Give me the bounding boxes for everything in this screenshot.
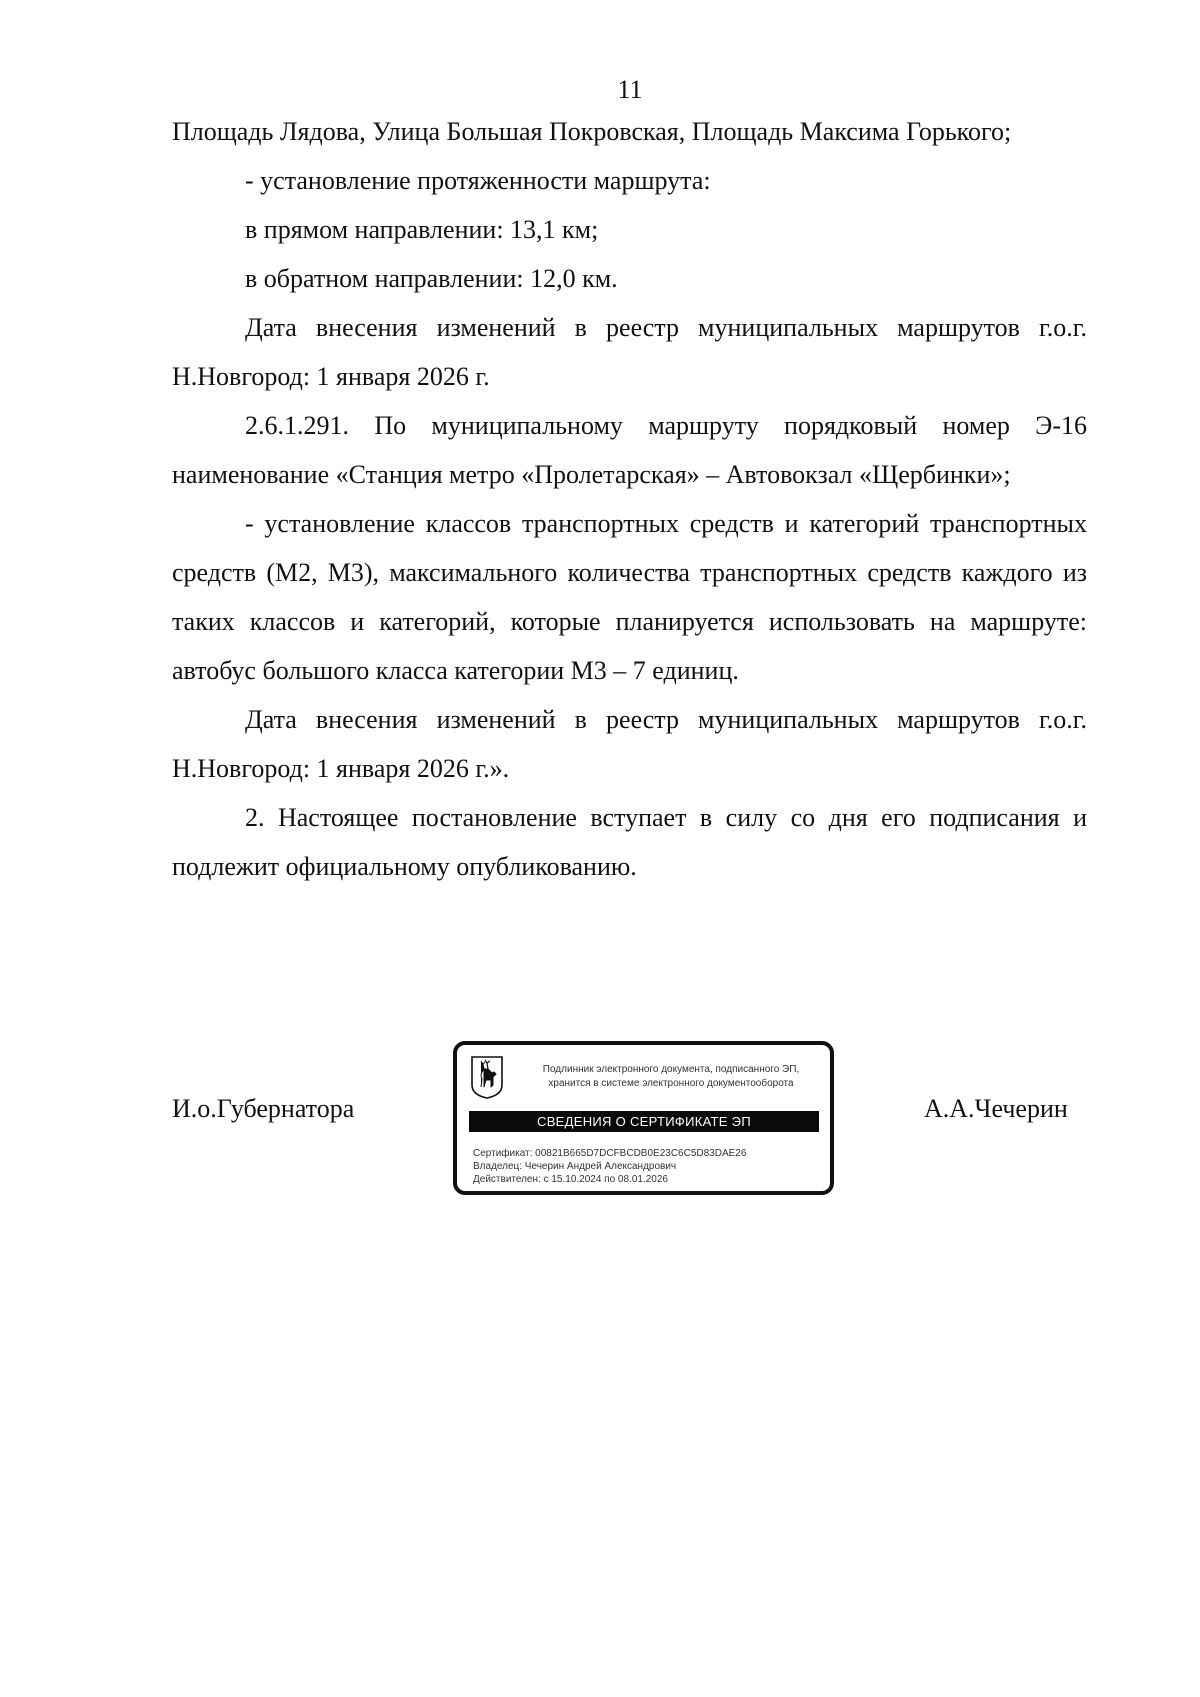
signatory-position: И.о.Губернатора <box>172 1094 355 1123</box>
stamp-details <box>473 1147 746 1186</box>
paragraph-4: в обратном направлении: 12,0 км. <box>245 264 618 293</box>
document-body <box>172 107 1087 891</box>
signatory-name: А.А.Чечерин <box>924 1094 1068 1123</box>
stamp-owner: Владелец: Чечерин Андрей Александрович <box>473 1161 677 1172</box>
paragraph-2: - установление протяженности маршрута: <box>245 166 711 195</box>
stamp-note <box>517 1063 825 1091</box>
paragraph-5: Дата внесения изменений в реестр муниципальных маршрутов г.о.г. Н.Новгород: 1 января 2026 г. <box>172 313 1087 391</box>
stamp-note-line-2: хранится в системе электронного документооборота <box>548 1078 794 1089</box>
paragraph-9: 2. Настоящее постановление вступает в силу со дня его подписания и подлежит официальному опубликованию. <box>172 803 1087 881</box>
paragraph-3: в прямом направлении: 13,1 км; <box>245 215 599 244</box>
paragraph-6: 2.6.1.291. По муниципальному маршруту порядковый номер Э-16 наименование «Станция метро «Пролетарская» – Автовокзал «Щербинки»; <box>172 411 1087 489</box>
stamp-certificate: Сертификат: 00821B665D7DCFBCDB0E23C6C5D83DAE26 <box>473 1148 747 1159</box>
stamp-note-line-1: Подлинник электронного документа, подписанного ЭП, <box>542 1064 800 1075</box>
paragraph-8: Дата внесения изменений в реестр муниципальных маршрутов г.о.г. Н.Новгород: 1 января 2026 г.». <box>172 705 1087 783</box>
paragraph-1: Площадь Лядова, Улица Большая Покровская, Площадь Максима Горького; <box>172 117 1012 146</box>
page-number: 11 <box>617 75 643 104</box>
stamp-validity: Действителен: с 15.10.2024 по 08.01.2026 <box>473 1174 668 1185</box>
deer-coat-of-arms-icon <box>470 1055 504 1099</box>
electronic-signature-stamp <box>453 1041 834 1195</box>
paragraph-7: - установление классов транспортных средств и категорий транспортных средств (М2, М3), максимального количества транспортных средств каждого из таких классов и категорий, которые планируется использовать на маршруте: автобус большого класса категории М3 – 7 единиц. <box>172 509 1087 685</box>
stamp-header: СВЕДЕНИЯ О СЕРТИФИКАТЕ ЭП <box>469 1111 819 1132</box>
